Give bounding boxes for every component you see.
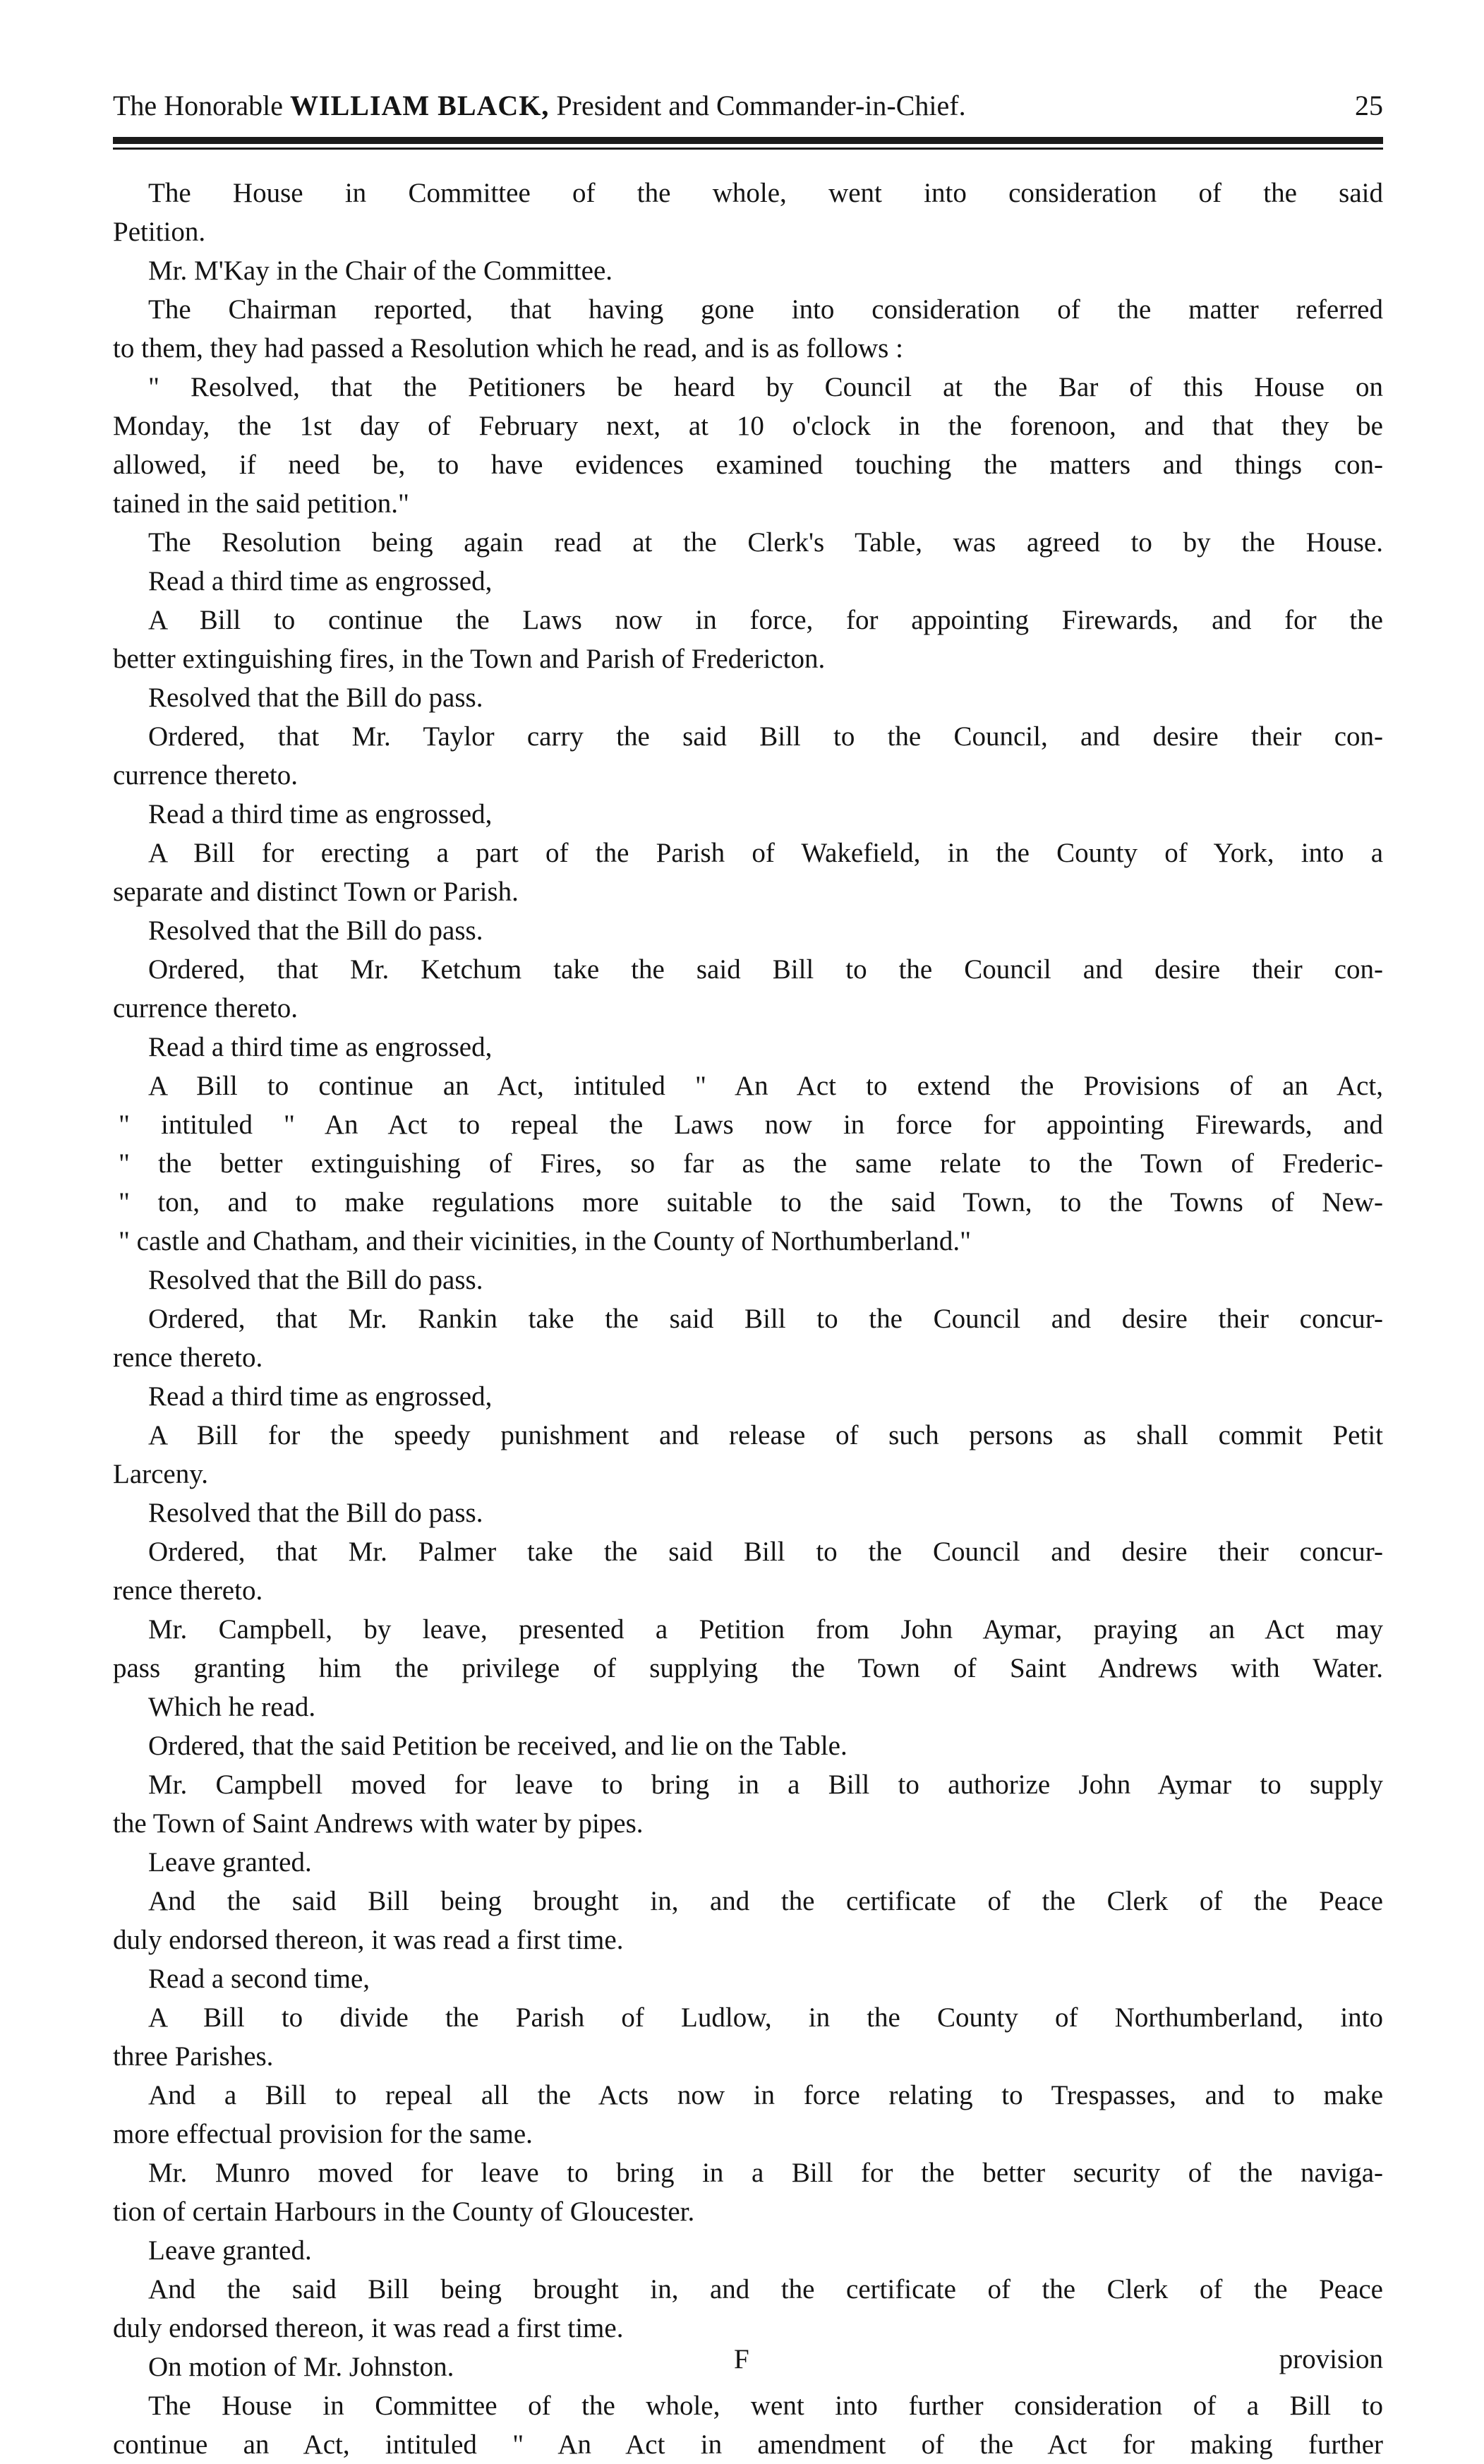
text-line: continue an Act, intituled " An Act in amendment of the Act for making further <box>113 2429 1383 2460</box>
text-line: tained in the said petition." <box>113 488 409 519</box>
text-line: Read a third time as engrossed, <box>148 566 493 596</box>
text-line: A Bill for erecting a part of the Parish of Wakefield, in the County of York, into a <box>148 838 1383 868</box>
text-line: The Chairman reported, that having gone into consideration of the matter referred <box>148 294 1383 325</box>
text-line: duly endorsed thereon, it was read a first time. <box>113 2313 624 2343</box>
text-line: Resolved that the Bill do pass. <box>148 1265 483 1295</box>
text-line: currence thereto. <box>113 760 298 791</box>
text-line: " intituled " An Act to repeal the Laws now in force for appointing Firewards, and <box>119 1110 1383 1140</box>
text-line: better extinguishing fires, in the Town and Parish of Fredericton. <box>113 644 826 674</box>
page-number: 25 <box>1355 90 1383 121</box>
running-head-prefix: The Honorable <box>113 90 291 121</box>
text-line: Ordered, that Mr. Palmer take the said Bill to the Council and desire their concur- <box>148 1537 1383 1567</box>
text-line: And the said Bill being brought in, and the certificate of the Clerk of the Peace <box>148 2274 1383 2304</box>
text-line: The Resolution being again read at the Clerk's Table, was agreed to by the House. <box>148 527 1383 558</box>
body-text <box>113 174 1383 2464</box>
text-line: " Resolved, that the Petitioners be heard by Council at the Bar of this House on <box>148 372 1383 402</box>
header-rule-thick <box>113 137 1383 144</box>
text-line: Ordered, that Mr. Ketchum take the said Bill to the Council and desire their con- <box>148 954 1383 985</box>
text-line: And a Bill to repeal all the Acts now in force relating to Trespasses, and to make <box>148 2080 1383 2110</box>
document-page <box>113 85 1383 2460</box>
header-rule-thin <box>113 148 1383 150</box>
text-line: currence thereto. <box>113 993 298 1023</box>
text-line: more effectual provision for the same. <box>113 2119 533 2149</box>
running-head-name: WILLIAM BLACK, <box>290 90 550 121</box>
running-head-suffix: President and Commander-in-Chief. <box>549 90 966 121</box>
text-line: Resolved that the Bill do pass. <box>148 683 483 713</box>
page-footer <box>113 2340 1383 2379</box>
text-line: duly endorsed thereon, it was read a first time. <box>113 1925 624 1955</box>
text-line: " the better extinguishing of Fires, so far as the same relate to the Town of Frederic- <box>119 1148 1383 1179</box>
text-line: Leave granted. <box>148 2235 312 2266</box>
text-line: rence thereto. <box>113 1342 263 1373</box>
text-line: Read a third time as engrossed, <box>148 1381 493 1412</box>
text-line: Read a third time as engrossed, <box>148 799 493 829</box>
text-line: The House in Committee of the whole, went into further consideration of a Bill to <box>148 2391 1383 2421</box>
text-line: A Bill to continue the Laws now in force, for appointing Firewards, and for the <box>148 605 1383 635</box>
text-line: " ton, and to make regulations more suitable to the said Town, to the Towns of New- <box>119 1187 1383 1218</box>
text-line: Mr. Campbell, by leave, presented a Petition from John Aymar, praying an Act may <box>148 1614 1383 1645</box>
text-line: Larceny. <box>113 1459 208 1489</box>
text-line: rence thereto. <box>113 1575 263 1606</box>
text-line: " castle and Chatham, and their vicinities, in the County of Northumberland." <box>119 1226 972 1256</box>
running-head-title <box>113 85 966 127</box>
text-line: A Bill to continue an Act, intituled " An Act to extend the Provisions of an Act, <box>148 1071 1383 1101</box>
catchword: provision <box>1279 2344 1383 2374</box>
text-line: Read a second time, <box>148 1964 370 1994</box>
text-line: Resolved that the Bill do pass. <box>148 1498 483 1528</box>
text-line: Which he read. <box>148 1692 316 1722</box>
running-head <box>113 85 1383 127</box>
text-line: The House in Committee of the whole, went into consideration of the said <box>148 178 1383 208</box>
text-line: Ordered, that Mr. Rankin take the said Bill to the Council and desire their concur- <box>148 1304 1383 1334</box>
text-line: Monday, the 1st day of February next, at 10 o'clock in the forenoon, and that they be <box>113 411 1383 441</box>
text-line: Resolved that the Bill do pass. <box>148 915 483 946</box>
text-line: Mr. Munro moved for leave to bring in a Bill for the better security of the naviga- <box>148 2158 1383 2188</box>
text-line: A Bill for the speedy punishment and release of such persons as shall commit Petit <box>148 1420 1383 1450</box>
text-line: Ordered, that the said Petition be received, and lie on the Table. <box>148 1731 847 1761</box>
text-line: Mr. M'Kay in the Chair of the Committee. <box>148 256 613 286</box>
text-line: A Bill to divide the Parish of Ludlow, in the County of Northumberland, into <box>148 2002 1383 2033</box>
text-line: pass granting him the privilege of supplying the Town of Saint Andrews with Water. <box>113 1653 1383 1683</box>
signature-mark: F <box>734 2344 749 2374</box>
text-line: allowed, if need be, to have evidences examined touching the matters and things con- <box>113 450 1383 480</box>
text-line: Leave granted. <box>148 1847 312 1877</box>
text-line: Ordered, that Mr. Taylor carry the said Bill to the Council, and desire their con- <box>148 721 1383 752</box>
text-line: Petition. <box>113 217 206 247</box>
text-line: On motion of Mr. Johnston. <box>148 2352 454 2382</box>
text-line: three Parishes. <box>113 2041 274 2072</box>
text-line: separate and distinct Town or Parish. <box>113 877 519 907</box>
text-line: Read a third time as engrossed, <box>148 1032 493 1062</box>
text-line: Mr. Campbell moved for leave to bring in a Bill to authorize John Aymar to supply <box>148 1769 1383 1800</box>
text-line: And the said Bill being brought in, and the certificate of the Clerk of the Peace <box>148 1886 1383 1916</box>
text-line: the Town of Saint Andrews with water by pipes. <box>113 1808 644 1839</box>
text-line: tion of certain Harbours in the County of Gloucester. <box>113 2196 695 2227</box>
text-line: to them, they had passed a Resolution which he read, and is as follows : <box>113 333 903 363</box>
